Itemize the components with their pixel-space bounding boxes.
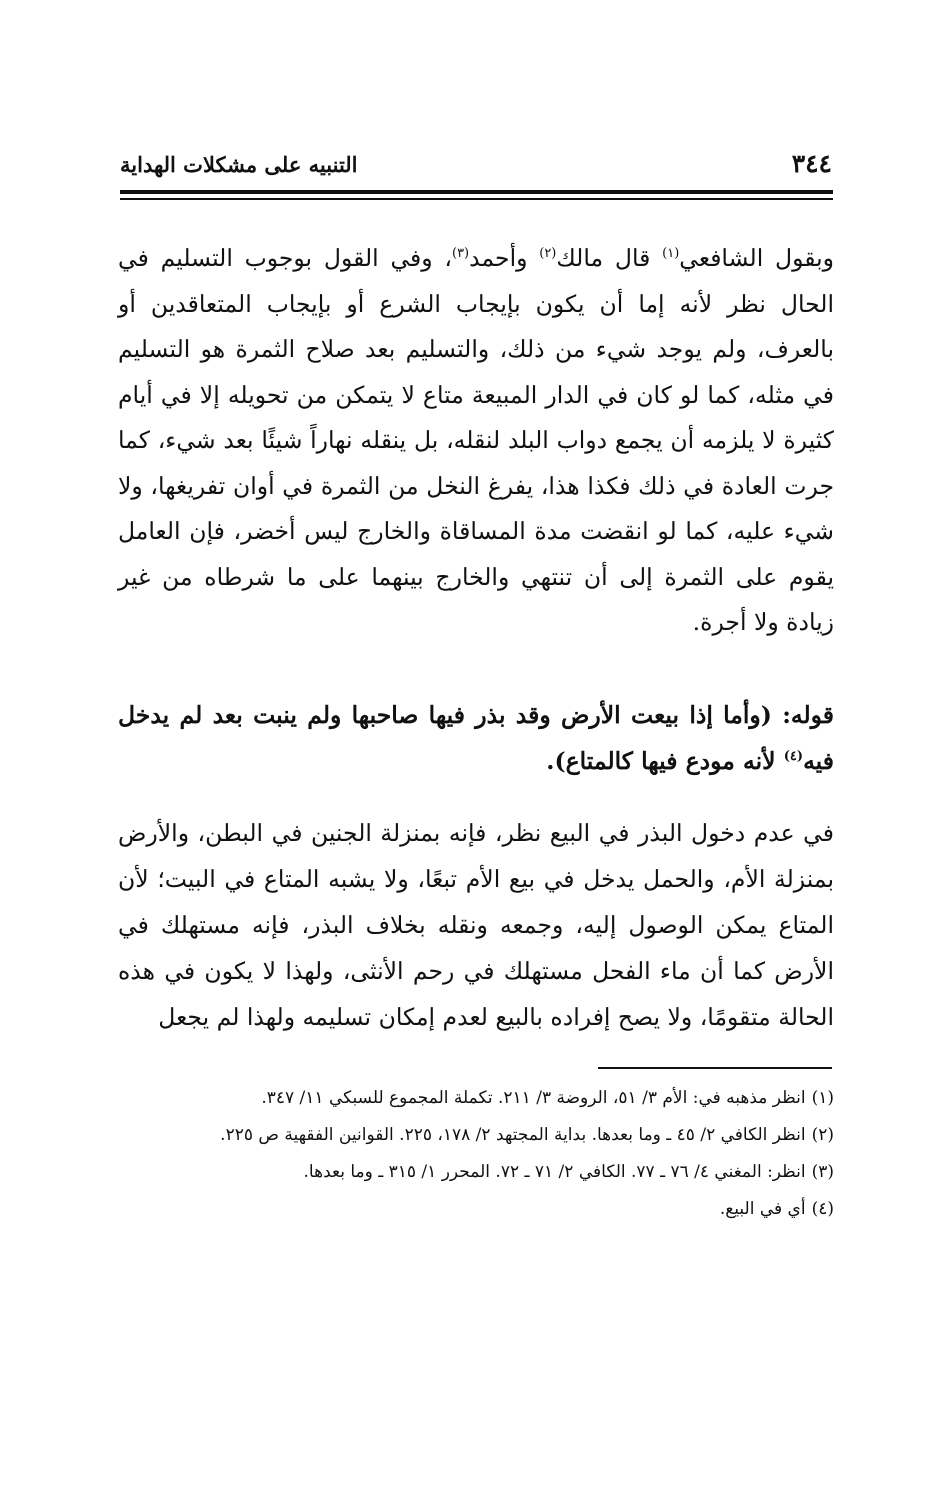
footnote-4-text: أي في البيع. bbox=[719, 1199, 806, 1219]
paragraph-2-text bbox=[118, 692, 834, 784]
paragraph-1-text-a: وبقول الشافعي bbox=[679, 244, 835, 272]
footnote-3-number: (٣) bbox=[811, 1162, 834, 1182]
page-number: ٣٤٤ bbox=[791, 149, 832, 178]
footnote-3 bbox=[118, 1156, 834, 1189]
footnote-2 bbox=[118, 1119, 834, 1152]
paragraph-2-text-b: لأنه مودع فيها كالمتاع). bbox=[546, 747, 784, 775]
footnote-2-number: (٢) bbox=[811, 1125, 834, 1145]
running-title: التنبيه على مشكلات الهداية bbox=[120, 152, 358, 177]
footnote-1-number: (١) bbox=[811, 1088, 834, 1108]
footnote-4 bbox=[118, 1193, 834, 1226]
footnote-ref-1[interactable]: (١) bbox=[662, 246, 680, 262]
footnote-2-text: انظر الكافي ٢/ ٤٥ ـ وما بعدها. بداية المجتهد ٢/ ١٧٨، ٢٢٥. القوانين الفقهية ص ٢٢٥. bbox=[220, 1125, 806, 1145]
paragraph-2-quote bbox=[118, 692, 834, 784]
footnote-ref-3[interactable]: (٣) bbox=[451, 246, 470, 262]
footnote-1 bbox=[118, 1082, 834, 1115]
paragraph-1 bbox=[118, 236, 834, 646]
paragraph-1-text-c: وأحمد bbox=[469, 244, 540, 272]
footnote-1-text: انظر مذهبه في: الأم ٣/ ٥١، الروضة ٣/ ٢١١. تكملة المجموع للسبكي ١١/ ٣٤٧. bbox=[261, 1088, 806, 1108]
page-header bbox=[120, 148, 832, 180]
footnote-3-text: انظر: المغني ٤/ ٧٦ ـ ٧٧. الكافي ٢/ ٧١ ـ ٧٢. المحرر ١/ ٣١٥ ـ وما بعدها. bbox=[303, 1162, 806, 1182]
footnote-4-number: (٤) bbox=[811, 1199, 834, 1219]
footnote-ref-2[interactable]: (٢) bbox=[539, 246, 557, 262]
paragraph-1-text-b: قال مالك bbox=[556, 244, 663, 272]
paragraph-3-text: في عدم دخول البذر في البيع نظر، فإنه بمنزلة الجنين في البطن، والأرض بمنزلة الأم، والحمل يدخل في بيع الأم تبعًا، ولا يشبه المتاع في البيت؛ لأن المتاع يمكن الوصول إليه، وجمعه ونقله بخلاف البذر، فإنه مستهلك في الأرض كما أن ماء الفحل مستهلك في رحم الأنثى، ولهذا لا يكون في هذه الحالة متقومًا، ولا يصح إفراده بالبيع لعدم إمكان تسليمه ولهذا لم يجعل bbox=[118, 819, 834, 1031]
header-rule-thick bbox=[120, 190, 833, 194]
paragraph-1-text bbox=[118, 236, 834, 646]
paragraph-1-text-d: ، وفي القول بوجوب التسليم في الحال نظر لأنه إما أن يكون بإيجاب الشرع أو بإيجاب المتعاقدين أو بالعرف، ولم يوجد شيء من ذلك، والتسليم بعد صلاح الثمرة هو التسليم في مثله، كما لو كان في الدار المبيعة متاع لا يتمكن من تحويله إلا في أيام كثيرة لا يلزمه أن يجمع دواب البلد لنقله، بل ينقله نهاراً شيئًا بعد شيء، كما جرت العادة في ذلك فكذا هذا، يفرغ النخل من الثمرة في أوان تفريغها، ولا شيء عليه، كما لو انقضت مدة المساقاة والخارج ليس أخضر، فإن العامل يقوم على الثمرة إلى أن تنتهي والخارج بينهما على ما شرطاه من غير زيادة ولا أجرة. bbox=[118, 244, 834, 636]
footnote-separator bbox=[598, 1067, 832, 1069]
footnote-ref-4[interactable]: (٤) bbox=[783, 749, 804, 765]
footnotes bbox=[118, 1082, 834, 1230]
paragraph-2-text-a: قوله: (وأما إذا بيعت الأرض وقد بذر فيها صاحبها ولم ينبت بعد لم يدخل فيه bbox=[118, 701, 834, 775]
paragraph-3 bbox=[118, 810, 834, 1040]
header-rule-thin bbox=[120, 198, 833, 200]
